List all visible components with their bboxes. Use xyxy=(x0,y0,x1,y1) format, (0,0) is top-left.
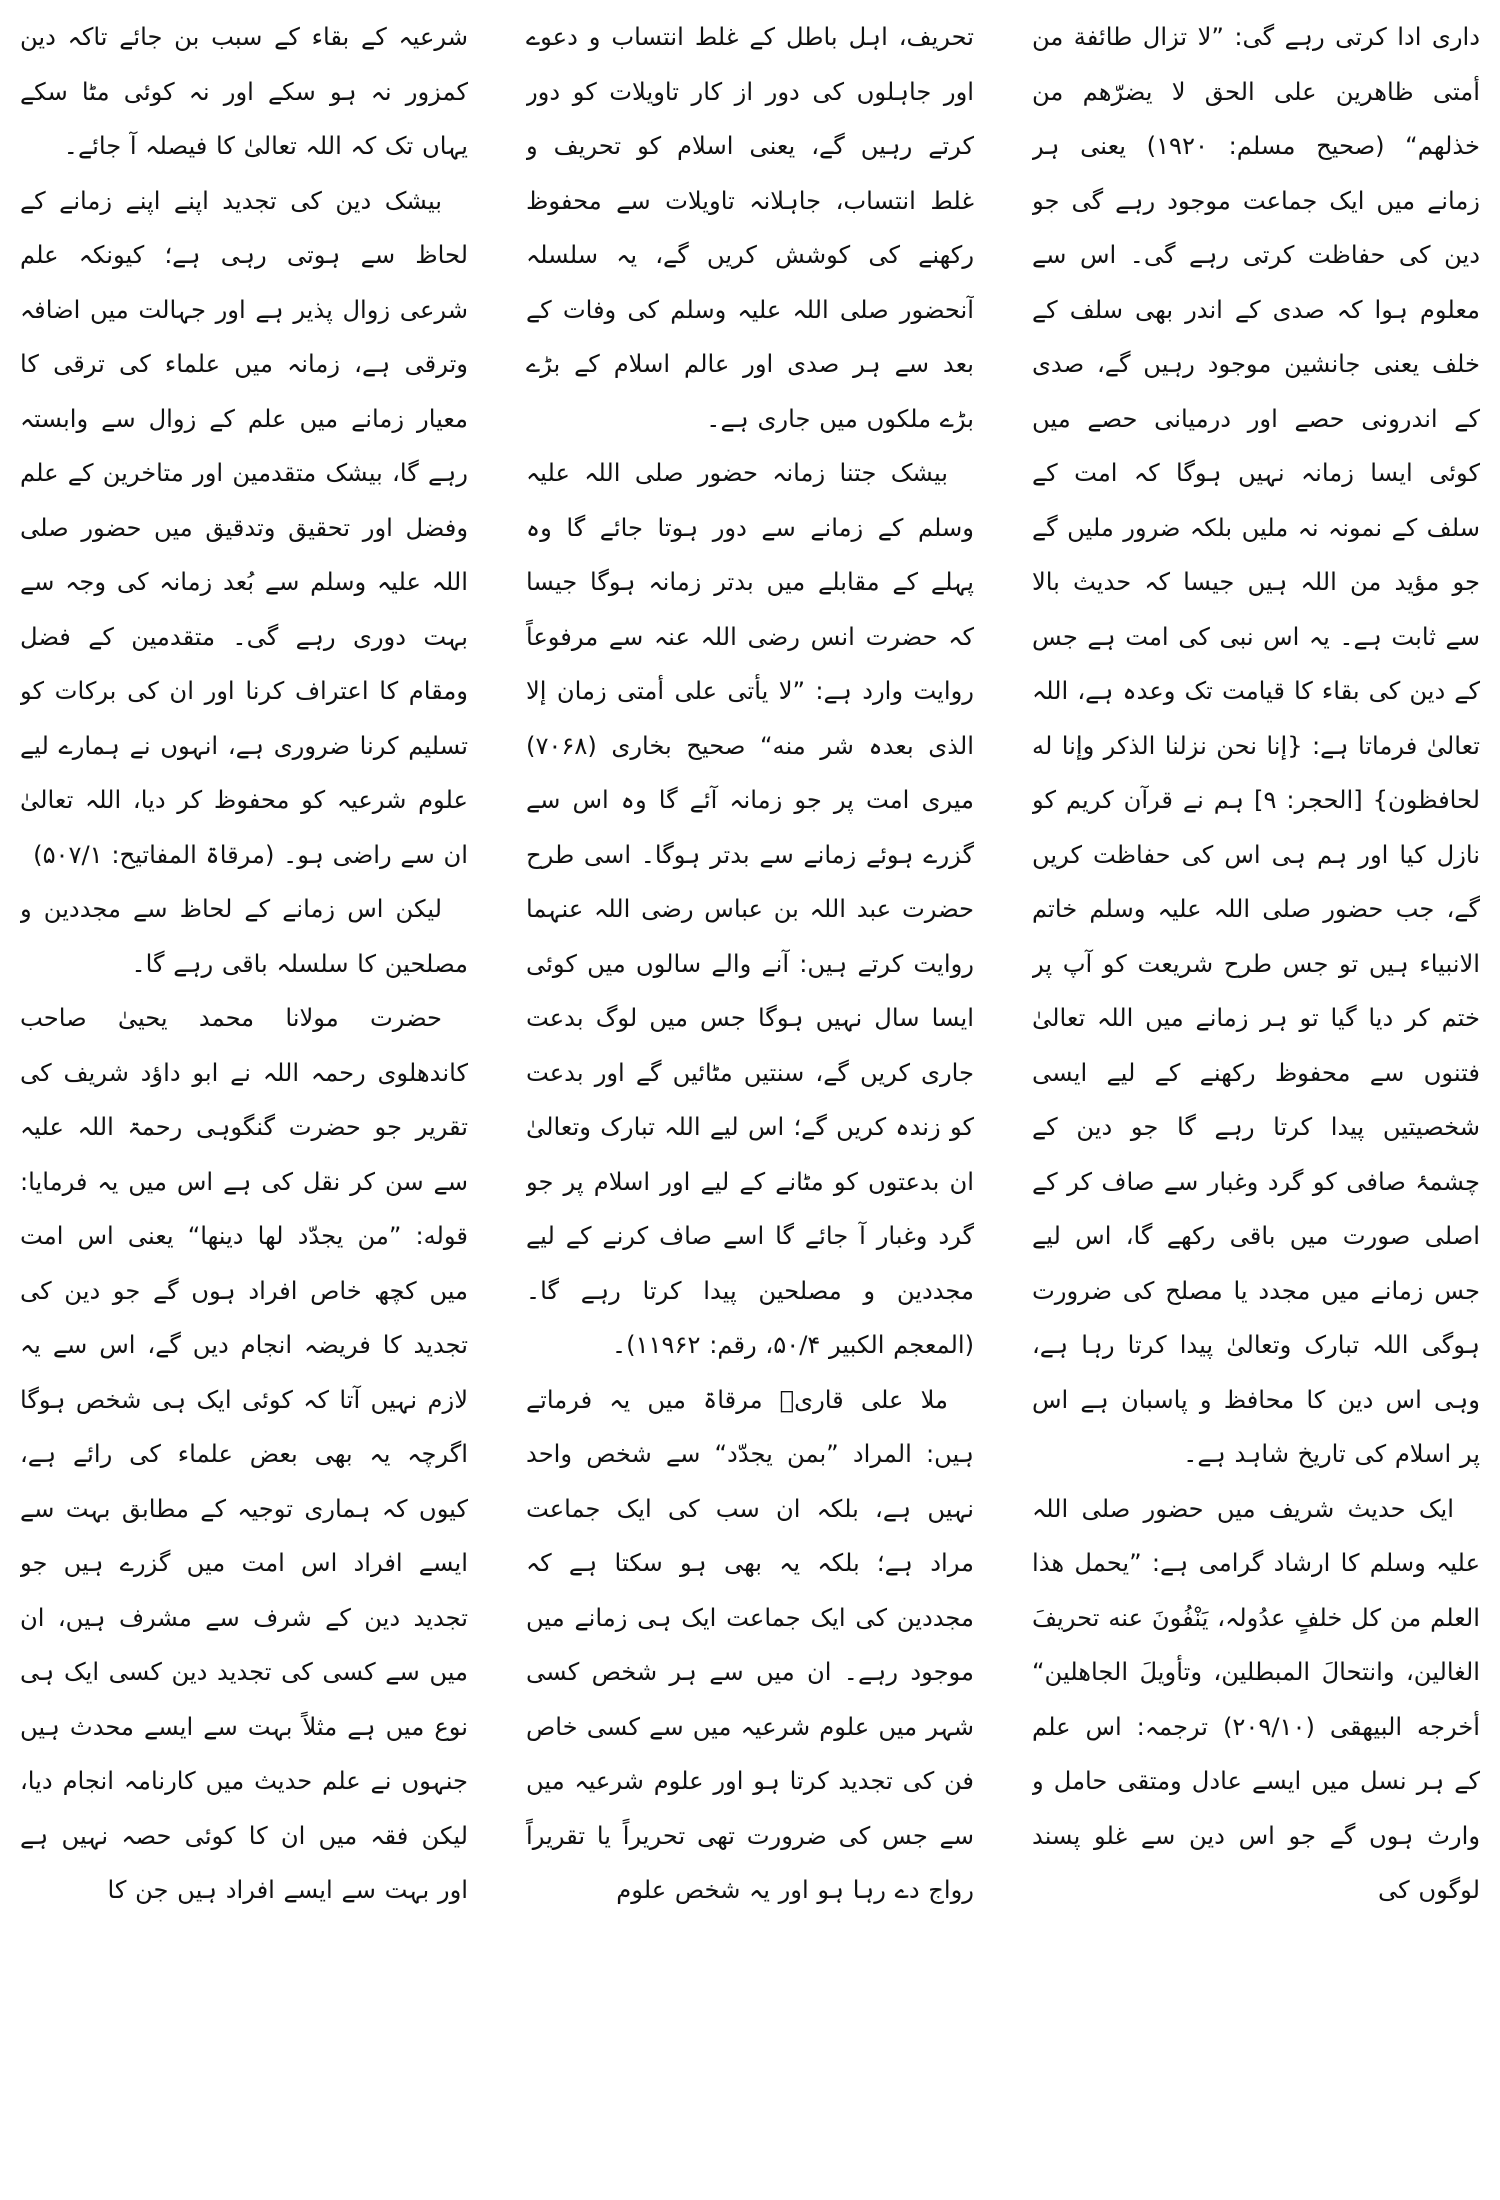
paragraph: شرعیہ کے بقاء کے سبب بن جائے تاکہ دین کمزور نہ ہو سکے اور نہ کوئی مٹا سکے یہاں تک کہ اللہ تعالیٰ کا فیصلہ آ جائے۔ xyxy=(20,23,468,160)
column-middle xyxy=(526,10,974,2195)
column-left xyxy=(20,10,468,2195)
column-right xyxy=(1032,10,1480,2195)
paragraph: داری ادا کرتی رہے گی: ”لا تزال طائفة من أمتی ظاھرین علی الحق لا یضرّھم من خذلھم“ (صحیح مسلم: ۱۹۲۰) یعنی ہر زمانے میں ایک جماعت موجود رہے گی جو دین کی حفاظت کرتی رہے گی۔ اس سے معلوم ہوا کہ صدی کے اندر بھی سلف کے خلف یعنی جانشین موجود رہیں گے، صدی کے اندرونی حصے اور درمیانی حصے میں کوئی ایسا زمانہ نہیں ہوگا کہ امت کے سلف کے نمونہ نہ ملیں بلکہ ضرور ملیں گے جو مؤید من اللہ ہیں جیسا کہ حدیث بالا سے ثابت ہے۔ یہ اس نبی کی امت ہے جس کے دین کی بقاء کا قیامت تک وعدہ ہے، اللہ تعالیٰ فرماتا ہے: {إنا نحن نزلنا الذکر وإنا له لحافظون} [الحجر: ۹] ہم نے قرآن کریم کو نازل کیا اور ہم ہی اس کی حفاظت کریں گے، جب حضور صلی اللہ علیہ وسلم خاتم الانبیاء ہیں تو جس طرح شریعت کو آپ پر ختم کر دیا گیا تو ہر زمانے میں اللہ تعالیٰ فتنوں سے محفوظ رکھنے کے لیے ایسی شخصیتیں پیدا کرتا رہے گا جو دین کے چشمۂ صافی کو گرد وغبار سے صاف کر کے اصلی صورت میں باقی رکھے گا، اس لیے جس زمانے میں مجدد یا مصلح کی ضرورت ہوگی اللہ تبارک وتعالیٰ پیدا کرتا رہا ہے، وہی اس دین کا محافظ و پاسبان ہے اس پر اسلام کی تاریخ شاہد ہے۔ xyxy=(1032,23,1480,1468)
paragraph: بیشک جتنا زمانہ حضور صلی اللہ علیہ وسلم کے زمانے سے دور ہوتا جائے گا وہ پہلے کے مقابلے میں بدتر زمانہ ہوگا جیسا کہ حضرت انس رضی اللہ عنہ سے مرفوعاً روایت وارد ہے: ”لا یأتی علی أمتی زمان إلا الذی بعدہ شر منه“ صحیح بخاری (۷۰۶۸) میری امت پر جو زمانہ آئے گا وہ اس سے گزرے ہوئے زمانے سے بدتر ہوگا۔ اسی طرح حضرت عبد اللہ بن عباس رضی اللہ عنہما روایت کرتے ہیں: آنے والے سالوں میں کوئی ایسا سال نہیں ہوگا جس میں لوگ بدعت جاری کریں گے، سنتیں مٹائیں گے اور بدعت کو زندہ کریں گے؛ اس لیے اللہ تبارک وتعالیٰ ان بدعتوں کو مٹانے کے لیے اور اسلام پر جو گرد وغبار آ جائے گا اسے صاف کرنے کے لیے مجددین و مصلحین پیدا کرتا رہے گا۔ (المعجم الکبیر ۵۰/۴، رقم: ۱۱۹۶۲)۔ xyxy=(526,459,974,1359)
paragraph: تحریف، اہل باطل کے غلط انتساب و دعوے اور جاہلوں کی دور از کار تاویلات کو دور کرتے رہیں گے، یعنی اسلام کو تحریف و غلط انتساب، جاہلانہ تاویلات سے محفوظ رکھنے کی کوشش کریں گے، یہ سلسلہ آنحضور صلی اللہ علیہ وسلم کی وفات کے بعد سے ہر صدی اور عالم اسلام کے بڑے بڑے ملکوں میں جاری ہے۔ xyxy=(526,23,974,433)
paragraph: حضرت مولانا محمد یحییٰ صاحب کاندھلوی رحمہ اللہ نے ابو داؤد شریف کی تقریر جو حضرت گنگوہی رحمۃ اللہ علیہ سے سن کر نقل کی ہے اس میں یہ فرمایا: قوله: ”من یجدّد لھا دینھا“ یعنی اس امت میں کچھ خاص افراد ہوں گے جو دین کی تجدید کا فریضہ انجام دیں گے، اس سے یہ لازم نہیں آتا کہ کوئی ایک ہی شخص ہوگا اگرچہ یہ بھی بعض علماء کی رائے ہے، کیوں کہ ہماری توجیہ کے مطابق بہت سے ایسے افراد اس امت میں گزرے ہیں جو تجدید دین کے شرف سے مشرف ہیں، ان میں سے کسی کی تجدید دین کسی ایک ہی نوع میں ہے مثلاً بہت سے ایسے محدث ہیں جنہوں نے علم حدیث میں کارنامہ انجام دیا، لیکن فقہ میں ان کا کوئی حصہ نہیں ہے اور بہت سے ایسے افراد ہیں جن کا xyxy=(20,1004,468,1904)
paragraph: لیکن اس زمانے کے لحاظ سے مجددین و مصلحین کا سلسلہ باقی رہے گا۔ xyxy=(20,895,468,978)
paragraph: ایک حدیث شریف میں حضور صلی اللہ علیہ وسلم کا ارشاد گرامی ہے: ”یحمل ھذا العلم من کل خلفٍ عدُولہ، یَنْفُونَ عنه تحریفَ الغالین، وانتحالَ المبطلین، وتأویلَ الجاھلین“ أخرجه البیھقی (۲۰۹/۱۰) ترجمہ: اس علم کے ہر نسل میں ایسے عادل ومتقی حامل و وارث ہوں گے جو اس دین سے غلو پسند لوگوں کی xyxy=(1032,1494,1480,1904)
paragraph: بیشک دین کی تجدید اپنے اپنے زمانے کے لحاظ سے ہوتی رہی ہے؛ کیونکہ علم شرعی زوال پذیر ہے اور جہالت میں اضافہ وترقی ہے، زمانہ میں علماء کی ترقی کا معیار زمانے میں علم کے زوال سے وابستہ رہے گا، بیشک متقدمین اور متاخرین کے علم وفضل اور تحقیق وتدقیق میں حضور صلی اللہ علیہ وسلم سے بُعد زمانہ کی وجہ سے بہت دوری رہے گی۔ متقدمین کے فضل ومقام کا اعتراف کرنا اور ان کی برکات کو تسلیم کرنا ضروری ہے، انہوں نے ہمارے لیے علوم شرعیہ کو محفوظ کر دیا، اللہ تعالیٰ ان سے راضی ہو۔ (مرقاۃ المفاتیح: ۵۰۷/۱) xyxy=(20,186,468,869)
paragraph: ملا علی قاریؒ مرقاۃ میں یہ فرماتے ہیں: المراد ”بمن یجدّد“ سے شخص واحد نہیں ہے، بلکہ ان سب کی ایک جماعت مراد ہے؛ بلکہ یہ بھی ہو سکتا ہے کہ مجددین کی ایک جماعت ایک ہی زمانے میں موجود رہے۔ ان میں سے ہر شخص کسی شہر میں علوم شرعیہ میں سے کسی خاص فن کی تجدید کرتا ہو اور علوم شرعیہ میں سے جس کی ضرورت تھی تحریراً یا تقریراً رواج دے رہا ہو اور یہ شخص علوم xyxy=(526,1385,974,1904)
